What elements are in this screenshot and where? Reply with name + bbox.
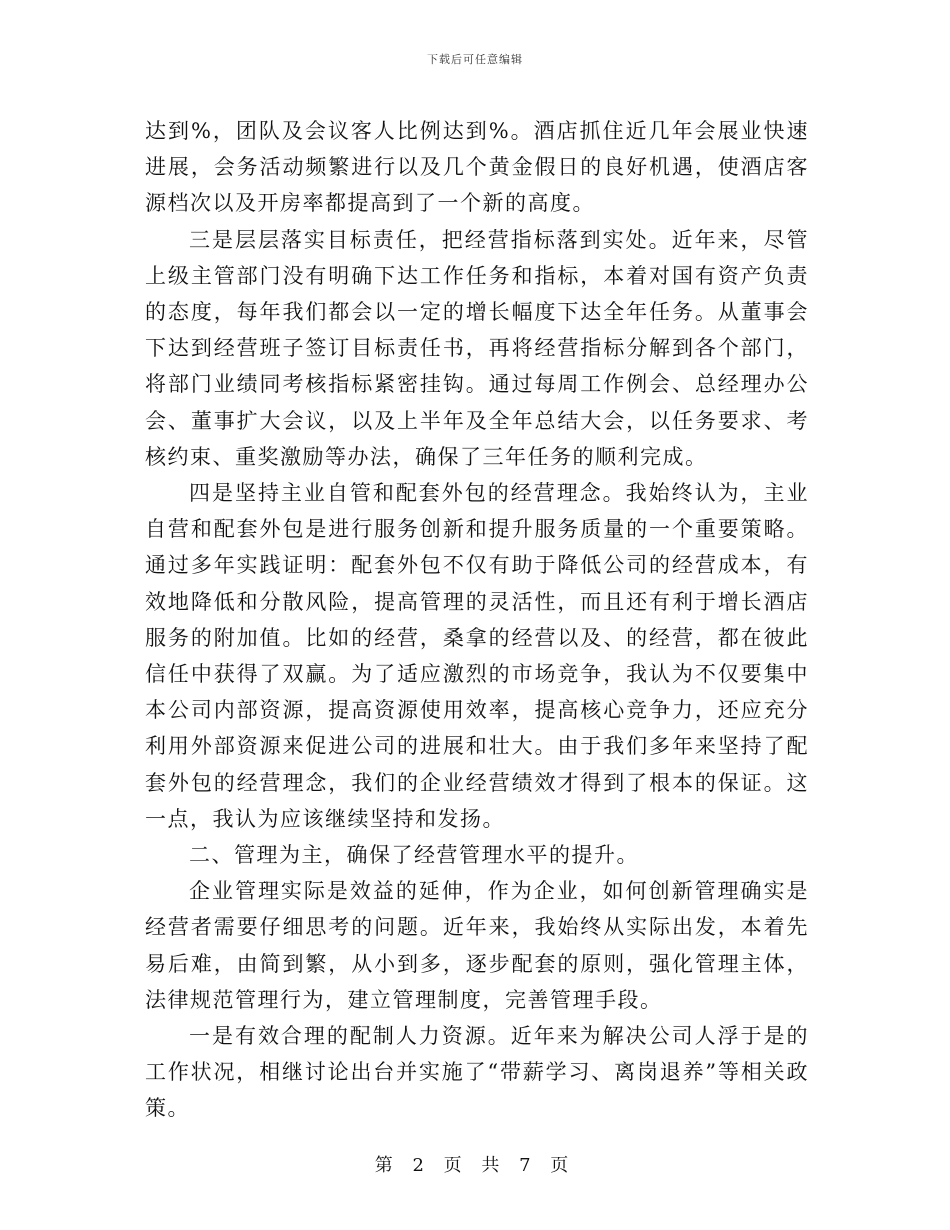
paragraph-target-responsibility: 三是层层落实目标责任，把经营指标落到实处。近年来，尽管上级主管部门没有明确下达工作任务和指标，本着对国有资产负责的态度，每年我们都会以一定的增长幅度下达全年任务。从董事会下达到经营班子签订目标责任书，再将经营指标分解到各个部门，将部门业绩同考核指标紧密挂钩。通过每周工作例会、总经理办公会、董事扩大会议，以及上半年及全年总结大会，以任务要求、考核约束、重奖激励等办法，确保了三年任务的顺利完成。 bbox=[145, 227, 809, 469]
document-body bbox=[145, 113, 809, 1127]
paragraph-outsourcing-concept: 四是坚持主业自管和配套外包的经营理念。我始终认为，主业自营和配套外包是进行服务创新和提升服务质量的一个重要策略。通过多年实践证明：配套外包不仅有助于降低公司的经营成本，有效地降低和分散风险，提高管理的灵活性，而且还有利于增长酒店服务的附加值。比如的经营，桑拿的经营以及、的经营，都在彼此信任中获得了双赢。为了适应激烈的市场竞争，我认为不仅要集中本公司内部资源，提高资源使用效率，提高核心竞争力，还应充分利用外部资源来促进公司的进展和壮大。由于我们多年来坚持了配套外包的经营理念，我们的企业经营绩效才得到了根本的保证。这一点，我认为应该继续坚持和发扬。 bbox=[145, 481, 809, 831]
section-heading-management: 二、管理为主，确保了经营管理水平的提升。 bbox=[189, 843, 639, 868]
paragraph-management-innovation: 企业管理实际是效益的延伸，作为企业，如何创新管理确实是经营者需要仔细思考的问题。近年来，我始终从实际出发，本着先易后难，由简到繁，从小到多，逐步配套的原则，强化管理主体，法律规范管理行为，建立管理制度，完善管理手段。 bbox=[145, 879, 809, 1012]
paragraph-continued: 达到%，团队及会议客人比例达到%。酒店抓住近几年会展业快速进展，会务活动频繁进行以及几个黄金假日的良好机遇，使酒店客源档次以及开房率都提高到了一个新的高度。 bbox=[145, 119, 809, 216]
page-number-footer: 第 2 页 共 7 页 bbox=[374, 1155, 576, 1176]
page-header-note: 下载后可任意编辑 bbox=[427, 53, 523, 66]
paragraph-human-resources: 一是有效合理的配制人力资源。近年来为解决公司人浮于是的工作状况，相继讨论出台并实施了“带薪学习、离岗退养”等相关政策。 bbox=[145, 1024, 809, 1121]
